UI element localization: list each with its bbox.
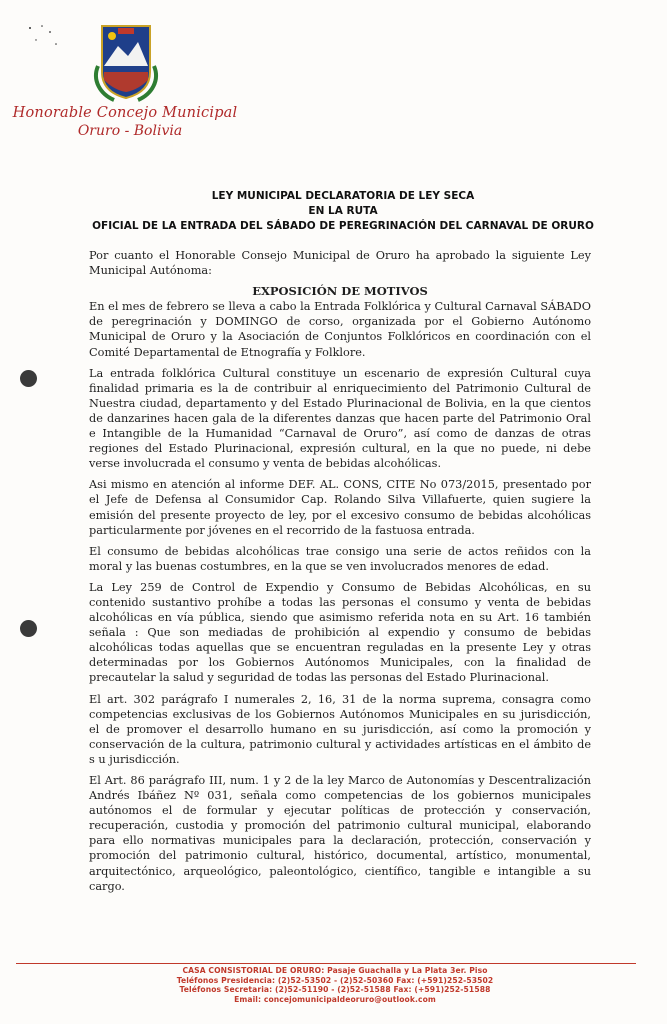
body-paragraph: En el mes de febrero se lleva a cabo la Entrada Folklórica y Cultural Carnaval SÁBADO de peregrinación y DOMINGO de corso, organizada por el Gobierno Autónomo Municipal de Oruro y la Asociación de Conjuntos Folklóricos en coordinación con el Comité Departamental de Etnografía y Folklore. — [89, 300, 591, 359]
footer-address: CASA CONSISTORIAL DE ORURO: Pasaje Guachalla y La Plata 3er. Piso — [182, 966, 488, 975]
issuer-line-2: Oruro - Bolivia — [77, 123, 183, 139]
footer-phones-presidency: Teléfonos Presidencia: (2)52-53502 - (2)52-50360 Fax: (+591)252-53502 — [176, 975, 494, 985]
municipal-seal-icon — [88, 22, 164, 104]
body-paragraph: El Art. 86 parágrafo III, num. 1 y 2 de la ley Marco de Autonomías y Descentralización Andrés Ibáñez Nº 031, señala como competencias de los gobiernos municipales autónomos el de formular y ejecutar políticas de protección y conservación, recuperación, custodia y promoción del patrimonio cultural municipal, elaborando para ello normativas municipales para la declaración, protección, conservación y promoción del patrimonio cultural, histórico, documental, artístico, monumental, arquitectónico, arqueológico, paleontológico, científico, tangible e intangible a su cargo. — [89, 774, 591, 893]
section-heading: EXPOSICIÓN DE MOTIVOS — [252, 284, 428, 299]
document-title — [70, 189, 616, 234]
issuer-name — [10, 104, 240, 140]
title-line-1: LEY MUNICIPAL DECLARATORIA DE LEY SECA — [211, 190, 475, 202]
title-line-3: OFICIAL DE LA ENTRADA DEL SÁBADO DE PEREGRINACIÓN DEL CARNAVAL DE ORURO — [92, 220, 594, 232]
scan-specks — [20, 22, 70, 62]
punch-hole-bottom — [20, 620, 37, 637]
footer-phones-secretary: Teléfonos Secretaria: (2)52-51190 - (2)52-51588 Fax: (+591)252-51588 — [179, 985, 491, 995]
punch-hole-top — [20, 370, 37, 387]
intro-paragraph: Por cuanto el Honorable Consejo Municipal de Oruro ha aprobado la siguiente Ley Municipal Autónoma: — [89, 249, 591, 278]
body-paragraph: Asi mismo en atención al informe DEF. AL. CONS, CITE No 073/2015, presentado por el Jefe de Defensa al Consumidor Cap. Rolando Silva Villafuerte, quien sugiere la emisión del presente proyecto de ley, por el excesivo consumo de bebidas alcohólicas particularmente por jóvenes en el recorrido de la fastuosa entrada. — [89, 478, 591, 537]
document-body — [89, 248, 591, 900]
body-paragraph: El consumo de bebidas alcohólicas trae consigo una serie de actos reñidos con la moral y las buenas costumbres, en la que se ven involucrados menores de edad. — [89, 544, 591, 573]
body-paragraph: La entrada folklórica Cultural constituye un escenario de expresión Cultural cuya finalidad primaria es la de contribuir al enriquecimiento del Patrimonio Cultural de Nuestra ciudad, departamento y del Estado Plurinacional de Bolivia, en la que cientos de danzarines hacen gala de la diferentes danzas que hacen parte del Patrimonio Oral e Intangible de la Humanidad “Carnaval de Oruro”, así como de danzas de otras regiones del Estado Plurinacional, expresión cultural, en la que no puede, ni debe verse involucrada el consumo y venta de bebidas alcohólicas. — [89, 366, 591, 471]
issuer-line-1: Honorable Concejo Municipal — [12, 105, 238, 121]
footer-email: Email: concejomunicipaldeoruro@outlook.com — [234, 994, 436, 1004]
footer-contact — [100, 966, 570, 1004]
title-line-2: EN LA RUTA — [308, 205, 378, 217]
footer-divider — [16, 963, 636, 964]
body-paragraph: La Ley 259 de Control de Expendio y Consumo de Bebidas Alcohólicas, en su contenido sustantivo prohíbe a todas las personas el consumo y venta de bebidas alcohólicas en vía pública, siendo que asimismo referida nota en su Art. 16 también señala : Que son mediadas de prohibición al expendio y consumo de bebidas alcohólicas todas aquellas que se encuentran reguladas en la presente Ley y otras determinadas por los Gobiernos Autónomos Municipales, con la finalidad de precautelar la salud y seguridad de todas las personas del Estado Plurinacional. — [89, 580, 591, 685]
body-paragraph: El art. 302 parágrafo I numerales 2, 16, 31 de la norma suprema, consagra como competencias exclusivas de los Gobiernos Autónomos Municipales en su jurisdicción, el de promover el desarrollo humano en su jurisdicción, así como la promoción y conservación de la cultura, patrimonio cultural y actividades artísticas en el ámbito de s u jurisdicción. — [89, 692, 591, 766]
